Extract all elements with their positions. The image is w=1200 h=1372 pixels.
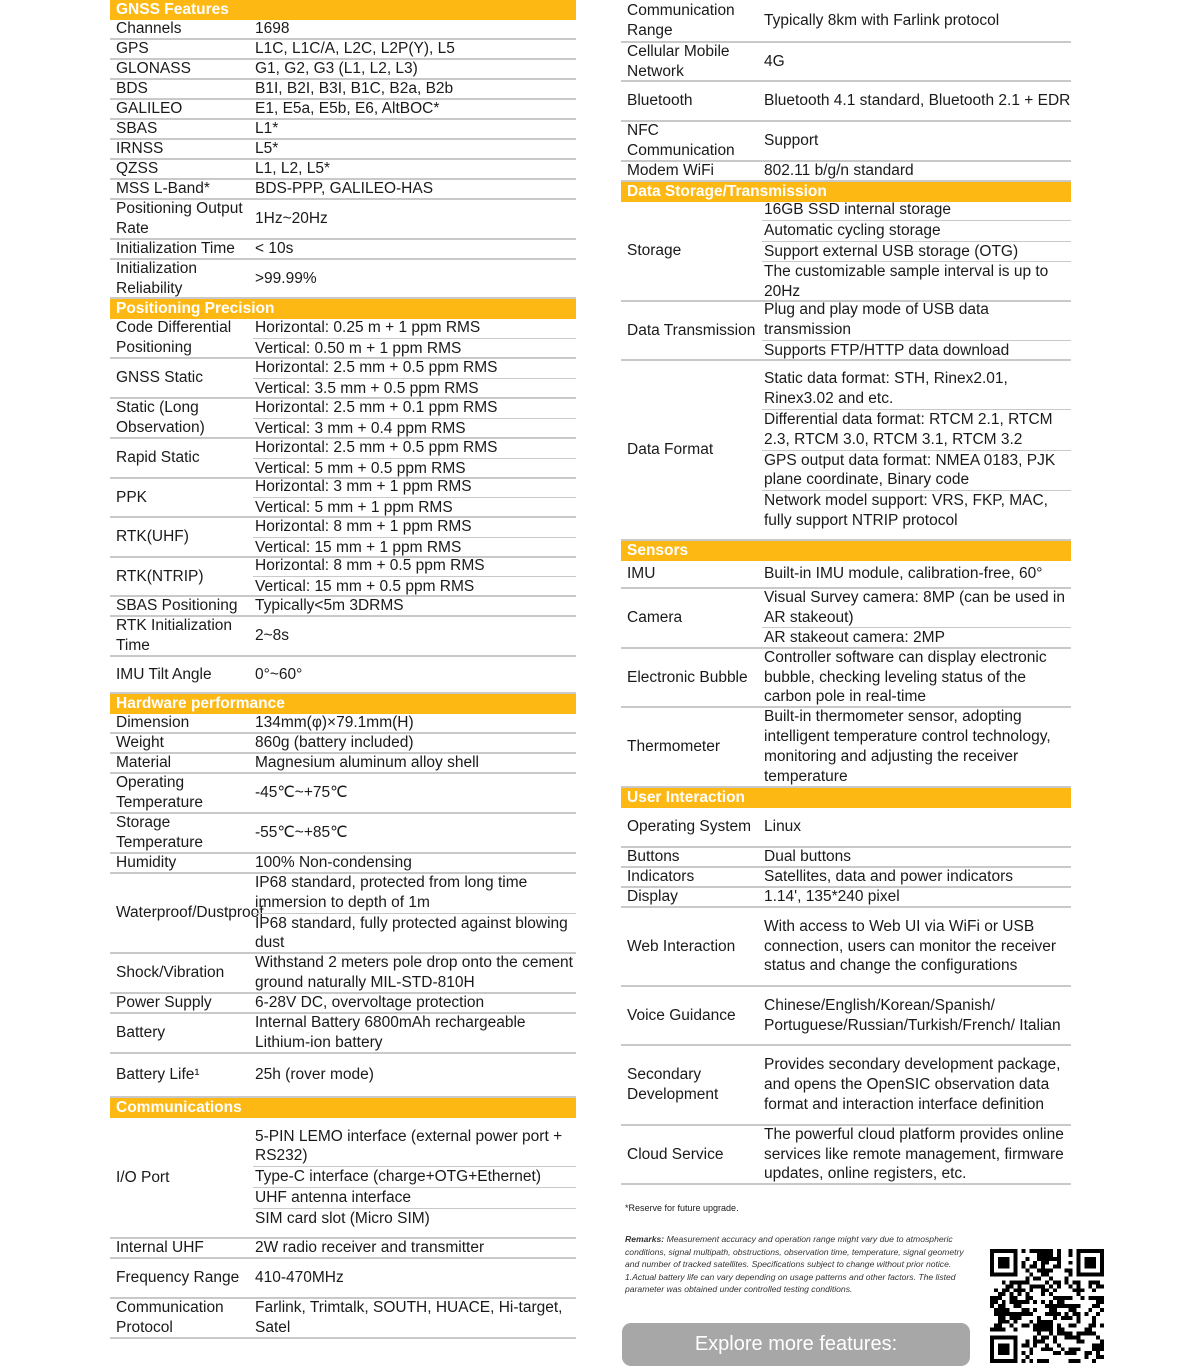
spec-values bbox=[762, 1126, 1071, 1183]
spec-value: 1698 bbox=[255, 20, 290, 38]
spec-row bbox=[621, 43, 1071, 82]
spec-row bbox=[621, 888, 1071, 908]
spec-label: SBAS bbox=[116, 120, 158, 138]
spec-row bbox=[110, 439, 576, 479]
spec-row bbox=[110, 1259, 576, 1299]
spec-label: GALILEO bbox=[116, 100, 183, 118]
spec-values bbox=[762, 888, 1071, 906]
spec-values bbox=[762, 361, 1071, 539]
spec-row bbox=[110, 754, 576, 774]
spec-row bbox=[110, 854, 576, 874]
spec-row bbox=[621, 868, 1071, 888]
spec-value: Chinese/English/Korean/Spanish/ Portuguese/Russian/Turkish/French/ Italian bbox=[764, 996, 1061, 1034]
spec-label: SBAS Positioning bbox=[116, 597, 238, 615]
spec-value: IP68 standard, protected from long time immersion to depth of 1m bbox=[253, 873, 576, 914]
spec-values bbox=[253, 874, 576, 952]
spec-values bbox=[762, 808, 1071, 846]
spec-value: UHF antenna interface bbox=[253, 1188, 576, 1209]
spec-row bbox=[621, 987, 1071, 1046]
spec-values bbox=[253, 814, 576, 852]
spec-row bbox=[110, 240, 576, 260]
spec-row bbox=[110, 160, 576, 180]
spec-value: 802.11 b/g/n standard bbox=[764, 162, 914, 180]
spec-value: 134mm(φ)×79.1mm(H) bbox=[255, 714, 414, 732]
spec-label: Code Differential Positioning bbox=[116, 319, 232, 356]
spec-value: Controller software can display electronic bubble, checking leveling status of the carbon pole in real-time bbox=[764, 648, 1047, 706]
spec-label: Frequency Range bbox=[116, 1269, 240, 1287]
spec-row bbox=[110, 260, 576, 299]
spec-row bbox=[110, 200, 576, 240]
spec-value: Vertical: 3.5 mm + 0.5 ppm RMS bbox=[255, 379, 479, 397]
spec-label: Thermometer bbox=[627, 738, 721, 756]
spec-values bbox=[762, 43, 1071, 80]
spec-values bbox=[762, 649, 1071, 706]
spec-value: 1.14', 135*240 pixel bbox=[764, 888, 900, 906]
spec-label: Rapid Static bbox=[116, 449, 200, 467]
spec-values bbox=[762, 908, 1071, 985]
spec-value: L1* bbox=[255, 120, 279, 138]
spec-label: Operating System bbox=[627, 818, 752, 836]
spec-label: Operating Temperature bbox=[116, 774, 204, 811]
spec-value: Farlink, Trimtalk, SOUTH, HUACE, Hi-target, Satel bbox=[255, 1299, 563, 1336]
spec-row bbox=[110, 100, 576, 120]
spec-label: Battery bbox=[116, 1024, 166, 1042]
spec-value: 100% Non-condensing bbox=[255, 854, 412, 872]
spec-row bbox=[110, 597, 576, 617]
spec-value: Built-in thermometer sensor, adopting intelligent temperature control technology, monitoring and adjusting the receiver temperature bbox=[764, 708, 1051, 785]
spec-values bbox=[253, 240, 576, 258]
spec-row bbox=[110, 518, 576, 558]
spec-values bbox=[253, 120, 576, 138]
spec-values bbox=[253, 1239, 576, 1257]
spec-value: L1, L2, L5* bbox=[255, 160, 330, 178]
spec-values bbox=[762, 202, 1071, 300]
spec-value: Support bbox=[764, 132, 819, 150]
spec-label: Storage bbox=[627, 242, 682, 260]
spec-value: L1C, L1C/A, L2C, L2P(Y), L5 bbox=[255, 40, 455, 58]
spec-row bbox=[110, 874, 576, 954]
spec-value: 5-PIN LEMO interface (external power port + RS232) bbox=[253, 1127, 576, 1168]
spec-value: Horizontal: 2.5 mm + 0.1 ppm RMS bbox=[253, 398, 576, 419]
spec-values bbox=[253, 140, 576, 158]
spec-row bbox=[110, 479, 576, 518]
spec-label: Buttons bbox=[627, 848, 680, 866]
spec-label: Humidity bbox=[116, 854, 177, 872]
spec-value: Horizontal: 8 mm + 0.5 ppm RMS bbox=[253, 556, 576, 577]
spec-value: G1, G2, G3 (L1, L2, L3) bbox=[255, 60, 418, 78]
spec-value: Built-in IMU module, calibration-free, 60° bbox=[764, 565, 1043, 583]
spec-value: L5* bbox=[255, 140, 279, 158]
spec-value: Vertical: 15 mm + 0.5 ppm RMS bbox=[255, 578, 475, 595]
spec-values bbox=[253, 954, 576, 992]
spec-label: Web Interaction bbox=[627, 937, 736, 955]
spec-value: Typically<5m 3DRMS bbox=[255, 597, 404, 615]
spec-label: RTK Initialization Time bbox=[116, 617, 233, 654]
spec-value: Vertical: 5 mm + 0.5 ppm RMS bbox=[255, 459, 466, 477]
spec-label: Material bbox=[116, 754, 172, 772]
spec-values bbox=[253, 617, 576, 655]
spec-values bbox=[253, 60, 576, 78]
spec-row bbox=[621, 162, 1071, 182]
spec-row bbox=[621, 848, 1071, 868]
spec-values bbox=[253, 1299, 576, 1337]
spec-row bbox=[110, 319, 576, 359]
spec-label: Bluetooth bbox=[627, 92, 693, 110]
spec-label: Indicators bbox=[627, 868, 695, 886]
remarks-label: Remarks: bbox=[625, 1234, 665, 1244]
spec-value: Vertical: 15 mm + 1 ppm RMS bbox=[255, 538, 462, 556]
spec-value: Magnesium aluminum alloy shell bbox=[255, 754, 479, 772]
section-header: GNSS Features bbox=[110, 0, 576, 20]
spec-values bbox=[253, 1014, 576, 1052]
spec-row bbox=[621, 808, 1071, 848]
spec-values bbox=[253, 439, 576, 477]
spec-label: Internal UHF bbox=[116, 1239, 204, 1257]
spec-values bbox=[253, 518, 576, 556]
spec-label: GNSS Static bbox=[116, 369, 203, 387]
spec-label: Modem WiFi bbox=[627, 162, 714, 180]
spec-values bbox=[762, 589, 1071, 647]
reserve-footnote: *Reserve for future upgrade. bbox=[625, 1203, 739, 1213]
spec-row bbox=[110, 617, 576, 657]
spec-row bbox=[621, 302, 1071, 361]
spec-values bbox=[253, 657, 576, 692]
spec-label: Cellular Mobile Network bbox=[627, 42, 730, 80]
spec-values bbox=[762, 1046, 1071, 1124]
spec-label: Initialization Time bbox=[116, 240, 235, 258]
spec-values bbox=[253, 854, 576, 872]
spec-label: Waterproof/Dustproof bbox=[116, 904, 264, 922]
spec-label: NFC Communication bbox=[627, 122, 735, 159]
spec-values bbox=[762, 561, 1071, 587]
spec-row bbox=[110, 1014, 576, 1054]
section-header: User Interaction bbox=[621, 788, 1071, 808]
spec-label: GLONASS bbox=[116, 60, 191, 78]
spec-values bbox=[762, 302, 1071, 359]
spec-values bbox=[253, 200, 576, 238]
spec-value: IP68 standard, fully protected against blowing dust bbox=[255, 914, 568, 952]
spec-label: GPS bbox=[116, 40, 149, 58]
spec-row bbox=[621, 1046, 1071, 1126]
spec-values bbox=[253, 558, 576, 595]
spec-value: -45℃~+75℃ bbox=[255, 784, 348, 802]
spec-values bbox=[253, 1054, 576, 1096]
spec-value: The powerful cloud platform provides online services like remote management, firmware updates, online registers, etc. bbox=[764, 1125, 1064, 1183]
spec-row bbox=[621, 202, 1071, 302]
qr-code-icon[interactable] bbox=[990, 1249, 1104, 1363]
spec-value: 25h (rover mode) bbox=[255, 1066, 374, 1084]
spec-value: Horizontal: 2.5 mm + 0.5 ppm RMS bbox=[253, 358, 576, 379]
spec-value: Dual buttons bbox=[764, 848, 852, 866]
spec-row bbox=[110, 140, 576, 160]
spec-value: Horizontal: 8 mm + 1 ppm RMS bbox=[253, 517, 576, 538]
spec-label: Secondary Development bbox=[627, 1066, 719, 1103]
spec-value: E1, E5a, E5b, E6, AltBOC* bbox=[255, 100, 440, 118]
spec-values bbox=[253, 714, 576, 732]
spec-value: 16GB SSD internal storage bbox=[762, 200, 1071, 221]
spec-row bbox=[621, 589, 1071, 649]
spec-label: Weight bbox=[116, 734, 164, 752]
spec-value: 2~8s bbox=[255, 627, 290, 645]
spec-label: Positioning Output Rate bbox=[116, 200, 243, 237]
spec-row bbox=[110, 80, 576, 100]
spec-value: Internal Battery 6800mAh rechargeable Lithium-ion battery bbox=[255, 1014, 526, 1051]
spec-row bbox=[110, 714, 576, 734]
spec-values bbox=[253, 734, 576, 752]
spec-value: GPS output data format: NMEA 0183, PJK plane coordinate, Binary code bbox=[762, 451, 1071, 492]
spec-value: The customizable sample interval is up to 20Hz bbox=[764, 263, 1049, 301]
spec-value: Vertical: 0.50 m + 1 ppm RMS bbox=[255, 339, 462, 357]
spec-values bbox=[253, 1259, 576, 1297]
spec-values bbox=[253, 399, 576, 437]
spec-value: Horizontal: 0.25 m + 1 ppm RMS bbox=[253, 318, 576, 339]
spec-label: Cloud Service bbox=[627, 1145, 724, 1163]
spec-row bbox=[110, 399, 576, 439]
explore-more-features-button[interactable]: Explore more features: bbox=[622, 1323, 970, 1366]
right-spec-column bbox=[621, 0, 1071, 1185]
spec-value: -55℃~+85℃ bbox=[255, 824, 348, 842]
spec-row bbox=[110, 1299, 576, 1339]
spec-row bbox=[110, 954, 576, 994]
spec-label: MSS L-Band* bbox=[116, 180, 210, 198]
spec-value: Vertical: 3 mm + 0.4 ppm RMS bbox=[255, 419, 466, 437]
spec-value: BDS-PPP, GALILEO-HAS bbox=[255, 180, 434, 198]
spec-label: Electronic Bubble bbox=[627, 668, 748, 686]
spec-label: I/O Port bbox=[116, 1168, 170, 1186]
spec-values bbox=[762, 162, 1071, 180]
spec-row bbox=[110, 734, 576, 754]
spec-values bbox=[253, 160, 576, 178]
spec-row bbox=[110, 814, 576, 854]
spec-value: Typically 8km with Farlink protocol bbox=[764, 11, 1000, 29]
spec-values bbox=[253, 100, 576, 118]
spec-row bbox=[621, 708, 1071, 788]
spec-label: Voice Guidance bbox=[627, 1006, 736, 1024]
spec-values bbox=[253, 319, 576, 357]
spec-row bbox=[110, 180, 576, 200]
spec-row bbox=[110, 558, 576, 597]
spec-values bbox=[253, 994, 576, 1012]
spec-value: Horizontal: 3 mm + 1 ppm RMS bbox=[253, 477, 576, 498]
spec-label: Shock/Vibration bbox=[116, 964, 225, 982]
section-header: Communications bbox=[110, 1098, 576, 1118]
spec-value: 1Hz~20Hz bbox=[255, 210, 328, 228]
spec-row bbox=[110, 657, 576, 694]
spec-row bbox=[621, 122, 1071, 162]
section-header: Hardware performance bbox=[110, 694, 576, 714]
spec-values bbox=[253, 40, 576, 58]
spec-label: Display bbox=[627, 888, 678, 906]
spec-label: BDS bbox=[116, 80, 148, 98]
spec-value: < 10s bbox=[255, 240, 294, 258]
spec-label: PPK bbox=[116, 488, 148, 506]
spec-label: Storage Temperature bbox=[116, 814, 204, 851]
spec-values bbox=[253, 20, 576, 38]
spec-value: B1I, B2I, B3I, B1C, B2a, B2b bbox=[255, 80, 454, 98]
spec-values bbox=[253, 754, 576, 772]
spec-value: Vertical: 5 mm + 1 ppm RMS bbox=[255, 499, 453, 516]
spec-value: Plug and play mode of USB data transmission bbox=[762, 300, 1071, 341]
spec-label: IMU Tilt Angle bbox=[116, 665, 212, 683]
spec-row bbox=[621, 0, 1071, 43]
spec-value: Satellites, data and power indicators bbox=[764, 868, 1014, 886]
spec-label: Camera bbox=[627, 609, 683, 627]
left-spec-column bbox=[110, 0, 576, 1339]
spec-row bbox=[110, 1239, 576, 1259]
spec-label: Data Transmission bbox=[627, 321, 756, 339]
spec-value: AR stakeout camera: 2MP bbox=[764, 629, 945, 647]
spec-value: Visual Survey camera: 8MP (can be used in AR stakeout) bbox=[762, 588, 1071, 629]
spec-label: Dimension bbox=[116, 714, 190, 732]
spec-value: Network model support: VRS, FKP, MAC, fully support NTRIP protocol bbox=[764, 492, 1048, 529]
spec-label: Initialization Reliability bbox=[116, 259, 197, 297]
spec-row bbox=[110, 774, 576, 814]
spec-row bbox=[110, 1118, 576, 1239]
spec-row bbox=[621, 82, 1071, 122]
spec-value: Support external USB storage (OTG) bbox=[762, 242, 1071, 263]
spec-values bbox=[762, 122, 1071, 160]
spec-row bbox=[621, 908, 1071, 987]
spec-values bbox=[253, 260, 576, 297]
spec-values bbox=[253, 359, 576, 397]
section-header: Positioning Precision bbox=[110, 299, 576, 319]
spec-value: 2W radio receiver and transmitter bbox=[255, 1239, 485, 1257]
spec-value: 0°~60° bbox=[255, 665, 303, 683]
spec-value: Linux bbox=[764, 818, 802, 836]
spec-label: Battery Life¹ bbox=[116, 1066, 200, 1084]
spec-values bbox=[253, 597, 576, 615]
spec-values bbox=[762, 868, 1071, 886]
spec-values bbox=[253, 180, 576, 198]
spec-label: QZSS bbox=[116, 160, 159, 178]
spec-row bbox=[621, 561, 1071, 589]
spec-value: Withstand 2 meters pole drop onto the cement ground naturally MIL-STD-810H bbox=[255, 954, 573, 991]
spec-label: Data Format bbox=[627, 441, 714, 459]
spec-label: RTK(UHF) bbox=[116, 528, 189, 546]
spec-values bbox=[253, 479, 576, 516]
spec-label: Static (Long Observation) bbox=[116, 399, 205, 436]
spec-value: 860g (battery included) bbox=[255, 734, 414, 752]
spec-label: RTK(NTRIP) bbox=[116, 567, 204, 585]
spec-label: IMU bbox=[627, 565, 656, 583]
spec-value: Differential data format: RTCM 2.1, RTCM 2.3, RTCM 3.0, RTCM 3.1, RTCM 3.2 bbox=[762, 410, 1071, 451]
spec-value: Provides secondary development package, and opens the OpenSIC observation data format and interaction interface definition bbox=[764, 1056, 1061, 1113]
spec-value: 4G bbox=[764, 52, 785, 70]
section-header: Sensors bbox=[621, 541, 1071, 561]
spec-value: Type-C interface (charge+OTG+Ethernet) bbox=[253, 1167, 576, 1188]
remarks-block bbox=[625, 1233, 970, 1296]
spec-value: Horizontal: 2.5 mm + 0.5 ppm RMS bbox=[253, 438, 576, 459]
spec-row bbox=[110, 40, 576, 60]
spec-row bbox=[110, 1054, 576, 1098]
spec-value: Bluetooth 4.1 standard, Bluetooth 2.1 + EDR bbox=[764, 92, 1071, 110]
spec-value: Automatic cycling storage bbox=[762, 221, 1071, 242]
spec-label: Power Supply bbox=[116, 994, 212, 1012]
spec-row bbox=[110, 60, 576, 80]
spec-label: Communication Protocol bbox=[116, 1299, 224, 1336]
spec-values bbox=[253, 1118, 576, 1237]
spec-value: SIM card slot (Micro SIM) bbox=[255, 1209, 430, 1227]
spec-values bbox=[762, 848, 1071, 866]
spec-values bbox=[762, 0, 1071, 41]
spec-row bbox=[110, 994, 576, 1014]
spec-value: 6-28V DC, overvoltage protection bbox=[255, 994, 485, 1012]
remarks-text: Measurement accuracy and operation range might vary due to atmospheric conditions, signal multipath, obstructions, observation time, temperature, signal geometry and number of tracked satellites. Specifications subject to change without prior notice. bbox=[625, 1234, 964, 1269]
spec-values bbox=[253, 774, 576, 812]
spec-value: Static data format: STH, Rinex2.01, Rinex3.02 and etc. bbox=[762, 369, 1071, 410]
spec-row bbox=[621, 649, 1071, 708]
spec-values bbox=[253, 80, 576, 98]
spec-value: With access to Web UI via WiFi or USB connection, users can monitor the receiver status and change the configurations bbox=[764, 917, 1057, 975]
battery-note: 1.Actual battery life can vary depending on usage patterns and other factors. The listed parameter was obtained under controlled testing conditions. bbox=[625, 1271, 956, 1294]
spec-value: >99.99% bbox=[255, 269, 317, 287]
spec-values bbox=[762, 82, 1071, 120]
spec-label: Communication Range bbox=[627, 1, 735, 39]
spec-row bbox=[110, 359, 576, 399]
spec-row bbox=[110, 120, 576, 140]
section-header: Data Storage/Transmission bbox=[621, 182, 1071, 202]
spec-row bbox=[110, 20, 576, 40]
spec-values bbox=[762, 987, 1071, 1044]
spec-label: IRNSS bbox=[116, 140, 164, 158]
spec-row bbox=[621, 1126, 1071, 1185]
spec-values bbox=[762, 708, 1071, 786]
spec-label: Channels bbox=[116, 20, 182, 38]
spec-row bbox=[621, 361, 1071, 541]
spec-value: 410-470MHz bbox=[255, 1269, 344, 1287]
spec-value: Supports FTP/HTTP data download bbox=[764, 341, 1010, 359]
